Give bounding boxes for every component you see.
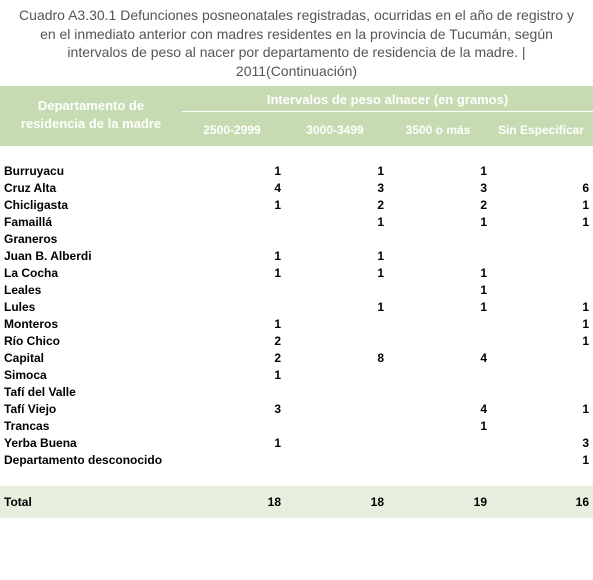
- table-row: [0, 180, 593, 197]
- title-line-1: Cuadro A3.30.1 Defunciones posneonatales registradas, ocurridas en el año de registro y: [19, 7, 574, 23]
- value-3000-3499: 1: [377, 266, 384, 280]
- value-unspecified: 1: [582, 300, 589, 314]
- value-3500-plus: 1: [480, 164, 487, 178]
- department-name: Burruyacu: [4, 164, 65, 178]
- table-row: [0, 214, 593, 231]
- department-name: Simoca: [4, 368, 47, 382]
- column-header-3500-plus: 3500 o más: [405, 123, 471, 137]
- value-2500-2999: 1: [274, 436, 281, 450]
- title-line-4: 2011(Continuación): [235, 62, 358, 79]
- table-row: [0, 248, 593, 265]
- value-unspecified: 1: [582, 334, 589, 348]
- value-3500-plus: 1: [480, 266, 487, 280]
- table-row: [0, 350, 593, 367]
- total-value-2500-2999: 18: [267, 495, 281, 509]
- department-name: La Cocha: [4, 266, 59, 280]
- table-row: [0, 418, 593, 435]
- value-3500-plus: 3: [480, 181, 487, 195]
- value-3000-3499: 1: [377, 249, 384, 263]
- value-2500-2999: 1: [274, 249, 281, 263]
- value-2500-2999: 1: [274, 266, 281, 280]
- value-unspecified: 1: [582, 453, 589, 467]
- table-row: [0, 401, 593, 418]
- total-value-unspecified: 16: [575, 495, 589, 509]
- column-header-2500-2999: 2500-2999: [203, 123, 261, 137]
- weight-interval-group-header: Intervalos de peso alnacer (en gramos): [266, 92, 509, 107]
- value-3500-plus: 2: [480, 198, 487, 212]
- value-unspecified: 1: [582, 402, 589, 416]
- table-row: [0, 265, 593, 282]
- table-row: [0, 231, 593, 248]
- value-3000-3499: 3: [377, 181, 384, 195]
- department-name: Río Chico: [4, 334, 60, 348]
- value-3000-3499: 2: [377, 198, 384, 212]
- department-name: Famaillá: [4, 215, 53, 229]
- department-name: Leales: [4, 283, 42, 297]
- value-unspecified: 1: [582, 215, 589, 229]
- value-3000-3499: 8: [377, 351, 384, 365]
- value-3500-plus: 4: [480, 402, 487, 416]
- table-title: [0, 6, 593, 80]
- value-2500-2999: 1: [274, 198, 281, 212]
- department-name: Yerba Buena: [4, 436, 77, 450]
- column-header-3000-3499: 3000-3499: [306, 123, 364, 137]
- department-name: Tafí Viejo: [4, 402, 57, 416]
- table-row: [0, 299, 593, 316]
- value-3500-plus: 1: [480, 283, 487, 297]
- header-divider: [182, 111, 593, 112]
- value-unspecified: 1: [582, 198, 589, 212]
- department-name: Departamento desconocido: [4, 453, 163, 467]
- table-row: [0, 435, 593, 452]
- table-row: [0, 316, 593, 333]
- table-row: [0, 163, 593, 180]
- department-header-line-1: Departamento de: [37, 98, 145, 113]
- value-2500-2999: 3: [274, 402, 281, 416]
- table-row: [0, 367, 593, 384]
- value-3000-3499: 1: [377, 300, 384, 314]
- department-name: Tafí del Valle: [4, 385, 76, 399]
- total-value-3500-plus: 19: [473, 495, 487, 509]
- value-2500-2999: 4: [274, 181, 281, 195]
- total-row: [0, 486, 593, 518]
- table-row: [0, 333, 593, 350]
- value-3500-plus: 1: [480, 300, 487, 314]
- value-2500-2999: 1: [274, 317, 281, 331]
- table-body: [0, 163, 593, 469]
- table-row: [0, 384, 593, 401]
- department-header-line-2: residencia de la madre: [20, 116, 162, 131]
- table-row: [0, 452, 593, 469]
- total-value-3000-3499: 18: [370, 495, 384, 509]
- value-2500-2999: 2: [274, 351, 281, 365]
- department-name: Graneros: [4, 232, 58, 246]
- value-unspecified: 1: [582, 317, 589, 331]
- value-3500-plus: 1: [480, 215, 487, 229]
- value-2500-2999: 1: [274, 164, 281, 178]
- value-unspecified: 6: [582, 181, 589, 195]
- department-name: Monteros: [4, 317, 58, 331]
- title-line-2: en el inmediato anterior con madres residentes en la provincia de Tucumán, según: [40, 25, 553, 42]
- total-label: Total: [4, 495, 32, 509]
- value-3000-3499: 1: [377, 164, 384, 178]
- department-name: Trancas: [4, 419, 50, 433]
- column-header-unspecified: Sin Especificar: [497, 123, 585, 137]
- department-name: Juan B. Alberdi: [4, 249, 92, 263]
- value-3500-plus: 4: [480, 351, 487, 365]
- title-line-3: intervalos de peso al nacer por departamento de residencia de la madre. |: [67, 44, 526, 60]
- department-name: Cruz Alta: [4, 181, 57, 195]
- department-name: Lules: [4, 300, 36, 314]
- value-3500-plus: 1: [480, 419, 487, 433]
- table-row: [0, 282, 593, 299]
- department-name: Chicligasta: [4, 198, 69, 212]
- department-column-header: [0, 97, 182, 133]
- value-2500-2999: 2: [274, 334, 281, 348]
- value-2500-2999: 1: [274, 368, 281, 382]
- value-unspecified: 3: [582, 436, 589, 450]
- value-3000-3499: 1: [377, 215, 384, 229]
- department-name: Capital: [4, 351, 45, 365]
- table-row: [0, 197, 593, 214]
